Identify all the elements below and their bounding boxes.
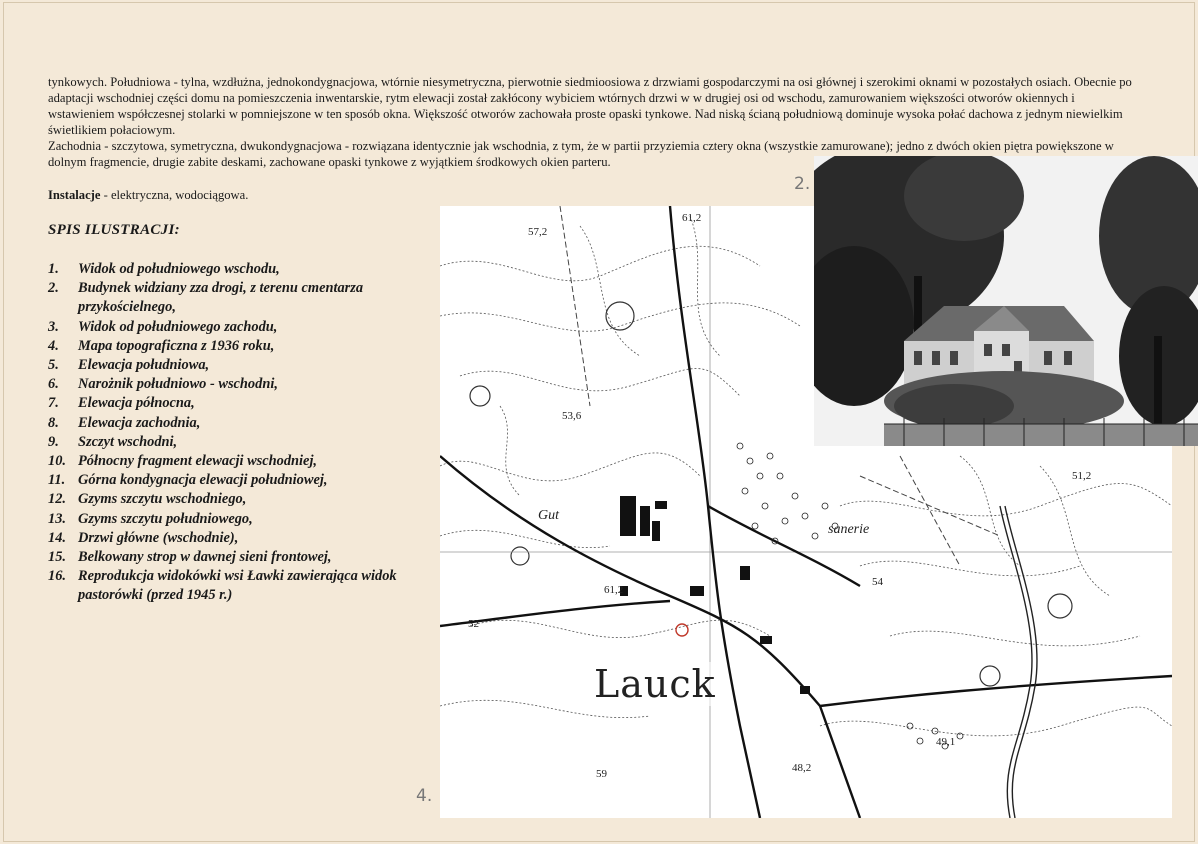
elevation-label: 49,1 (936, 736, 956, 748)
list-item: 15. Belkowany strop w dawnej sieni frontowej, (48, 549, 332, 566)
paragraph-south-elevation: tynkowych. Południowa - tylna, wzdłużna, jednokondygnacjowa, wtórnie niesymetryczna, pierwotnie siedmioosiowa z drzwiami gospodarczymi na osi głównej i szerokimi oknami w pozostałych osiach. Obecnie po adaptacji wschodniej części domu na pomieszczenia inwentarskie, rytm elewacji został zakłócony wybiciem wtórnych drzwi w w drugiej osi od wschodu, zamurowaniem większości otworów okiennych i wstawieniem współczesnej stolarki w pomniejszone w ten sposób okna. Większość otworów zachowała proste opaski tynkowe. Nad niską ścianą południową dominuje wysoka połać dachowa z jednym niewielkim świetlikiem połaciowym. (48, 75, 1132, 137)
list-item: 2. Budynek widziany zza drogi, z terenu cmentarza przykościelnego, (48, 280, 364, 316)
installations-line (48, 188, 248, 203)
list-item: 11. Górna kondygnacja elewacji południowej, (48, 472, 328, 489)
list-item: 13. Gzyms szczytu południowego, (48, 510, 253, 527)
list-item: 9. Szczyt wschodni, (48, 433, 178, 450)
elevation-label: 51,2 (1072, 470, 1092, 482)
list-item: 16. Reprodukcja widokówki wsi Ławki zawierająca widok pastorówki (przed 1945 r.) (48, 568, 397, 604)
elevation-label: 59 (596, 768, 607, 780)
installations-label: Instalacje (48, 188, 101, 202)
list-item: 8. Elewacja zachodnia, (48, 414, 201, 431)
elevation-label: 61,2 (604, 584, 624, 596)
illustrations-list (48, 260, 438, 606)
list-item: 10. Północny fragment elewacji wschodniej, (48, 453, 318, 470)
handwritten-map-number: 4. (416, 786, 433, 806)
elevation-label: 48,2 (792, 762, 812, 774)
list-item: 12. Gzyms szczytu wschodniego, (48, 491, 247, 508)
elevation-label: 53,6 (562, 410, 582, 422)
paragraph-west-elevation: Zachodnia - szczytowa, symetryczna, dwukondygnacjowa - rozwiązana identycznie jak wschodnia, z tym, że w partii przyziemia cztery okna (wszystkie zamurowane); jedno z dwóch okien piętra powiększone w dolnym fragmencie, drugie zabite deskami, zachowane opaski tynkowe z wyjątkiem środkowych okien parteru. (48, 139, 1114, 169)
map-label-gut: Gut (538, 508, 559, 523)
handwritten-photo-number: 2. (794, 174, 811, 194)
map-label-sanerie: sanerie (828, 522, 870, 537)
photograph-building (814, 156, 1198, 446)
list-item: 4. Mapa topograficzna z 1936 roku, (48, 337, 275, 354)
list-item: 7. Elewacja północna, (48, 395, 195, 412)
elevation-label: 54 (872, 576, 883, 588)
illustrations-heading: SPIS ILUSTRACJI: (48, 222, 180, 238)
photo-drawing (814, 156, 1198, 446)
list-item: 1. Widok od południowego wschodu, (48, 261, 280, 277)
elevation-label: 52 (468, 618, 479, 630)
elevation-label: 57,2 (528, 226, 548, 238)
map-place-name: Lauck (590, 662, 720, 706)
list-item: 5. Elewacja południowa, (48, 357, 210, 374)
elevation-label: 61,2 (682, 212, 702, 224)
list-item: 3. Widok od południowego zachodu, (48, 318, 278, 335)
list-item: 6. Narożnik południowo - wschodni, (48, 376, 278, 393)
list-item: 14. Drzwi główne (wschodnie), (48, 529, 239, 546)
installations-text: - elektryczna, wodociągowa. (100, 188, 249, 202)
